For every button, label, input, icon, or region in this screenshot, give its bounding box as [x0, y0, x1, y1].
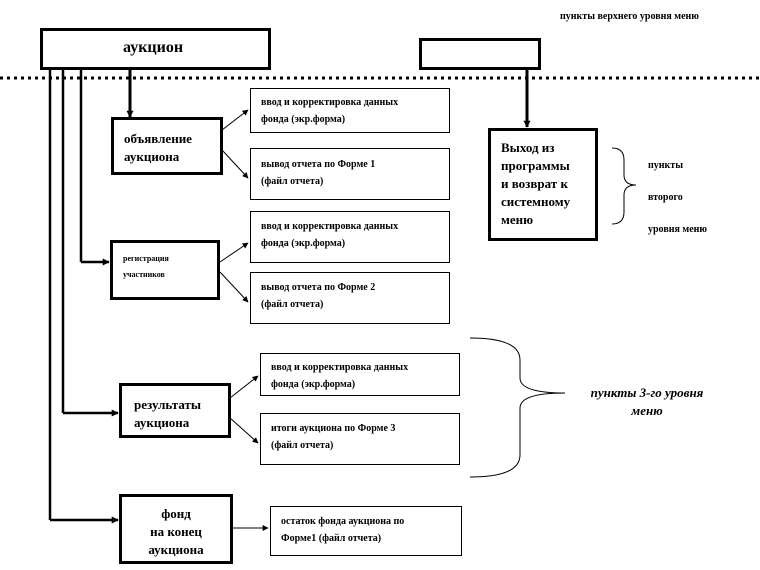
- third-level-note-1: пункты 3-го уровня: [590, 385, 704, 400]
- auction-menu-label: аукцион: [123, 39, 184, 56]
- second-level-brace: [612, 148, 636, 224]
- fund-end-box[interactable]: [119, 494, 233, 564]
- fund-remainder-label-1: остаток фонда аукциона по: [281, 516, 405, 527]
- fund-end-label-3: аукциона: [148, 542, 204, 557]
- exit-label-4: системному: [501, 194, 571, 209]
- announce-label-1: объявление: [124, 131, 192, 146]
- third-level-brace: [470, 338, 565, 477]
- announce-report-label-2: (файл отчета): [261, 176, 324, 187]
- exit-box[interactable]: [488, 128, 598, 241]
- announce-input-label-1: ввод и корректировка данных: [261, 97, 399, 108]
- second-level-note-3: уровня меню: [648, 224, 708, 235]
- top-level-note: пункты верхнего уровня меню: [560, 11, 699, 22]
- reg-report-label-1: вывод отчета по Форме 2: [261, 282, 376, 293]
- registration-box[interactable]: [110, 240, 220, 300]
- reg-input-box[interactable]: [250, 211, 450, 263]
- announce-report-box[interactable]: [250, 148, 450, 200]
- reg-report-label-2: (файл отчета): [261, 299, 324, 310]
- announce-box[interactable]: [111, 117, 223, 175]
- exit-top-menu-box[interactable]: [419, 38, 541, 70]
- exit-label-5: меню: [501, 212, 534, 227]
- results-label-2: аукциона: [134, 415, 190, 430]
- fund-remainder-label-2: Форме1 (файл отчета): [281, 533, 382, 544]
- results-input-label-2: фонда (экр.форма): [271, 379, 356, 390]
- announce-input-label-2: фонда (экр.форма): [261, 114, 346, 125]
- fund-end-label-1: фонд: [161, 506, 191, 521]
- reg-report-box[interactable]: [250, 272, 450, 324]
- reg-input-label-1: ввод и корректировка данных: [261, 221, 399, 232]
- reg-input-label-2: фонда (экр.форма): [261, 238, 346, 249]
- second-level-note-2: второго: [648, 192, 683, 203]
- third-level-note-2: меню: [631, 403, 663, 418]
- results-input-box[interactable]: [260, 353, 460, 396]
- second-level-note-1: пункты: [648, 160, 684, 171]
- exit-label-3: и возврат к: [501, 176, 568, 191]
- results-report-label-1: итоги аукциона по Форме 3: [271, 423, 396, 434]
- registration-label-2: участников: [123, 270, 165, 279]
- exit-label-1: Выход из: [501, 140, 555, 155]
- announce-report-label-1: вывод отчета по Форме 1: [261, 159, 376, 170]
- results-report-box[interactable]: [260, 413, 460, 465]
- exit-label-2: программы: [501, 158, 570, 173]
- fund-end-label-2: на конец: [150, 524, 202, 539]
- registration-label-1: регистрация: [123, 254, 169, 263]
- results-label-1: результаты: [134, 397, 202, 412]
- auction-menu-box[interactable]: [40, 28, 271, 70]
- results-box[interactable]: [119, 383, 231, 438]
- announce-label-2: аукциона: [124, 149, 180, 164]
- fund-remainder-box[interactable]: [270, 506, 462, 556]
- results-input-label-1: ввод и корректировка данных: [271, 362, 409, 373]
- results-report-label-2: (файл отчета): [271, 440, 334, 451]
- announce-input-box[interactable]: [250, 88, 450, 133]
